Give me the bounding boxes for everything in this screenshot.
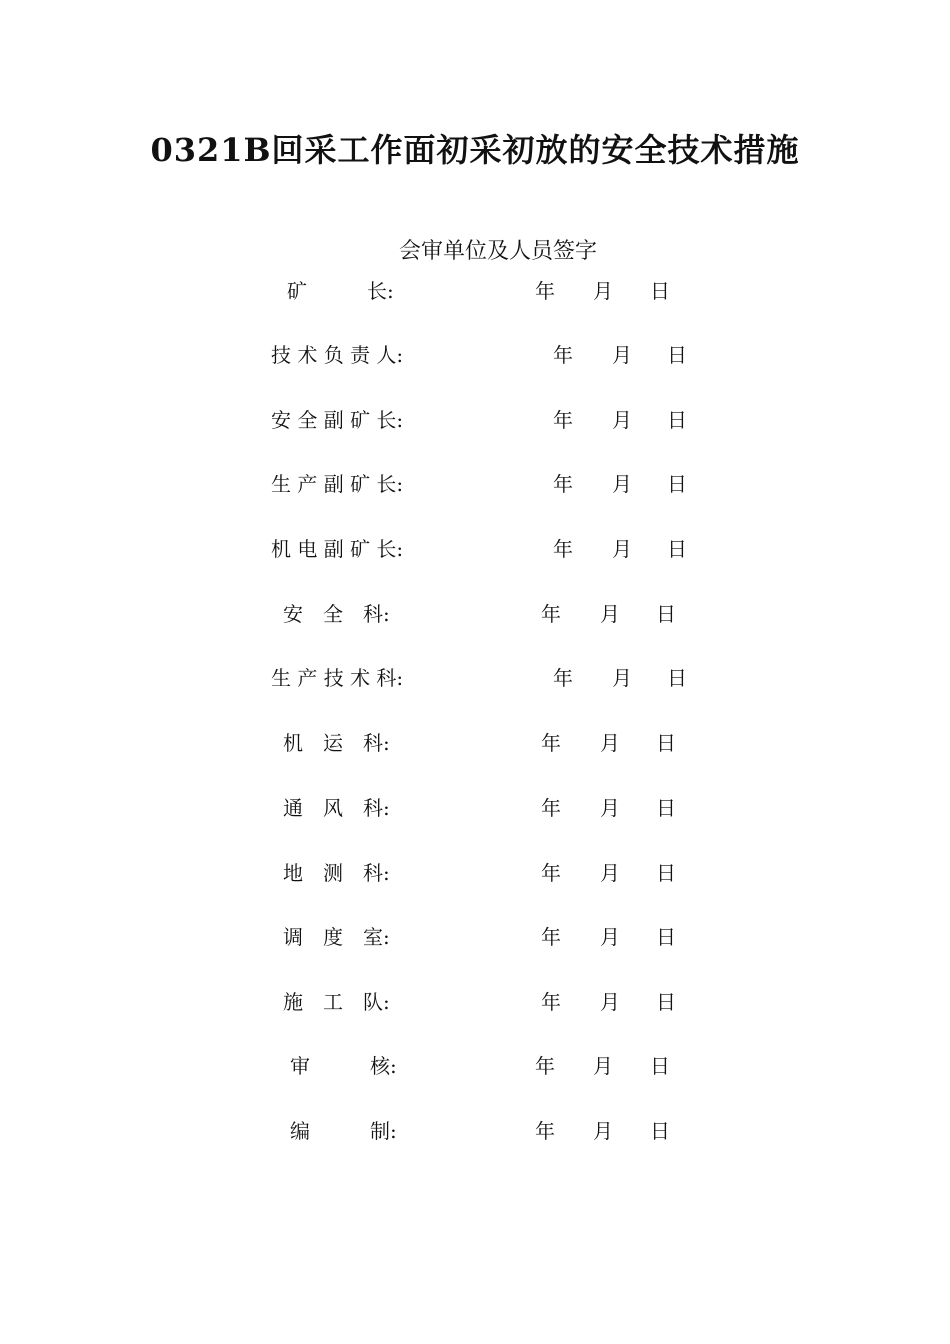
signature-label: 审 核: <box>290 1054 397 1078</box>
date-month-label: 月 <box>612 666 632 690</box>
date-day-label: 日 <box>667 408 687 432</box>
document-title: 0321B回采工作面初采初放的安全技术措施 <box>150 131 800 169</box>
date-year-label: 年 <box>553 408 573 432</box>
date-year-label: 年 <box>541 796 561 820</box>
date-year-label: 年 <box>535 1054 555 1078</box>
signature-label: 技 术 负 责 人: <box>271 343 404 367</box>
signature-label: 施 工 队: <box>283 990 390 1014</box>
date-month-label: 月 <box>600 990 620 1014</box>
date-month-label: 月 <box>593 1054 613 1078</box>
signature-row-ventilation-dept <box>0 793 950 823</box>
date-day-label: 日 <box>667 472 687 496</box>
signature-label: 通 风 科: <box>283 796 390 820</box>
date-day-label: 日 <box>650 1119 670 1143</box>
date-year-label: 年 <box>553 343 573 367</box>
date-month-label: 月 <box>600 796 620 820</box>
signature-label: 地 测 科: <box>283 861 390 885</box>
signature-row-safety-deputy <box>0 405 950 435</box>
date-month-label: 月 <box>593 279 613 303</box>
signature-row-dispatch-room <box>0 922 950 952</box>
date-day-label: 日 <box>656 796 676 820</box>
signature-label: 安 全 副 矿 长: <box>271 408 404 432</box>
signature-row-technical-lead <box>0 340 950 370</box>
date-year-label: 年 <box>553 666 573 690</box>
date-day-label: 日 <box>656 602 676 626</box>
date-month-label: 月 <box>600 602 620 626</box>
signature-row-safety-dept <box>0 599 950 629</box>
signature-row-transport-dept <box>0 728 950 758</box>
date-month-label: 月 <box>600 861 620 885</box>
date-year-label: 年 <box>541 861 561 885</box>
date-day-label: 日 <box>656 731 676 755</box>
date-year-label: 年 <box>553 537 573 561</box>
date-month-label: 月 <box>593 1119 613 1143</box>
date-day-label: 日 <box>656 990 676 1014</box>
date-year-label: 年 <box>541 602 561 626</box>
signature-row-electromech-deputy <box>0 534 950 564</box>
signature-label: 调 度 室: <box>283 925 390 949</box>
date-month-label: 月 <box>612 472 632 496</box>
date-month-label: 月 <box>600 731 620 755</box>
date-year-label: 年 <box>541 990 561 1014</box>
signature-row-mine-director <box>0 276 950 306</box>
date-day-label: 日 <box>656 925 676 949</box>
date-day-label: 日 <box>650 1054 670 1078</box>
signature-label: 机 运 科: <box>283 731 390 755</box>
date-year-label: 年 <box>541 925 561 949</box>
date-year-label: 年 <box>553 472 573 496</box>
signature-label: 生 产 技 术 科: <box>271 666 404 690</box>
date-year-label: 年 <box>535 279 555 303</box>
date-month-label: 月 <box>612 408 632 432</box>
date-day-label: 日 <box>650 279 670 303</box>
section-heading: 会审单位及人员签字 <box>398 239 597 264</box>
signature-label: 安 全 科: <box>283 602 390 626</box>
signature-row-compiler <box>0 1116 950 1146</box>
date-day-label: 日 <box>667 537 687 561</box>
date-day-label: 日 <box>656 861 676 885</box>
date-year-label: 年 <box>535 1119 555 1143</box>
signature-row-reviewer <box>0 1051 950 1081</box>
signature-label: 编 制: <box>290 1119 397 1143</box>
signature-label: 矿 长: <box>287 279 394 303</box>
signature-label: 生 产 副 矿 长: <box>271 472 404 496</box>
signature-label: 机 电 副 矿 长: <box>271 537 404 561</box>
signature-row-production-deputy <box>0 469 950 499</box>
date-month-label: 月 <box>600 925 620 949</box>
signature-row-production-tech-dept <box>0 663 950 693</box>
date-day-label: 日 <box>667 343 687 367</box>
date-day-label: 日 <box>667 666 687 690</box>
date-month-label: 月 <box>612 537 632 561</box>
date-month-label: 月 <box>612 343 632 367</box>
signature-row-survey-dept <box>0 858 950 888</box>
signature-row-construction-team <box>0 987 950 1017</box>
date-year-label: 年 <box>541 731 561 755</box>
